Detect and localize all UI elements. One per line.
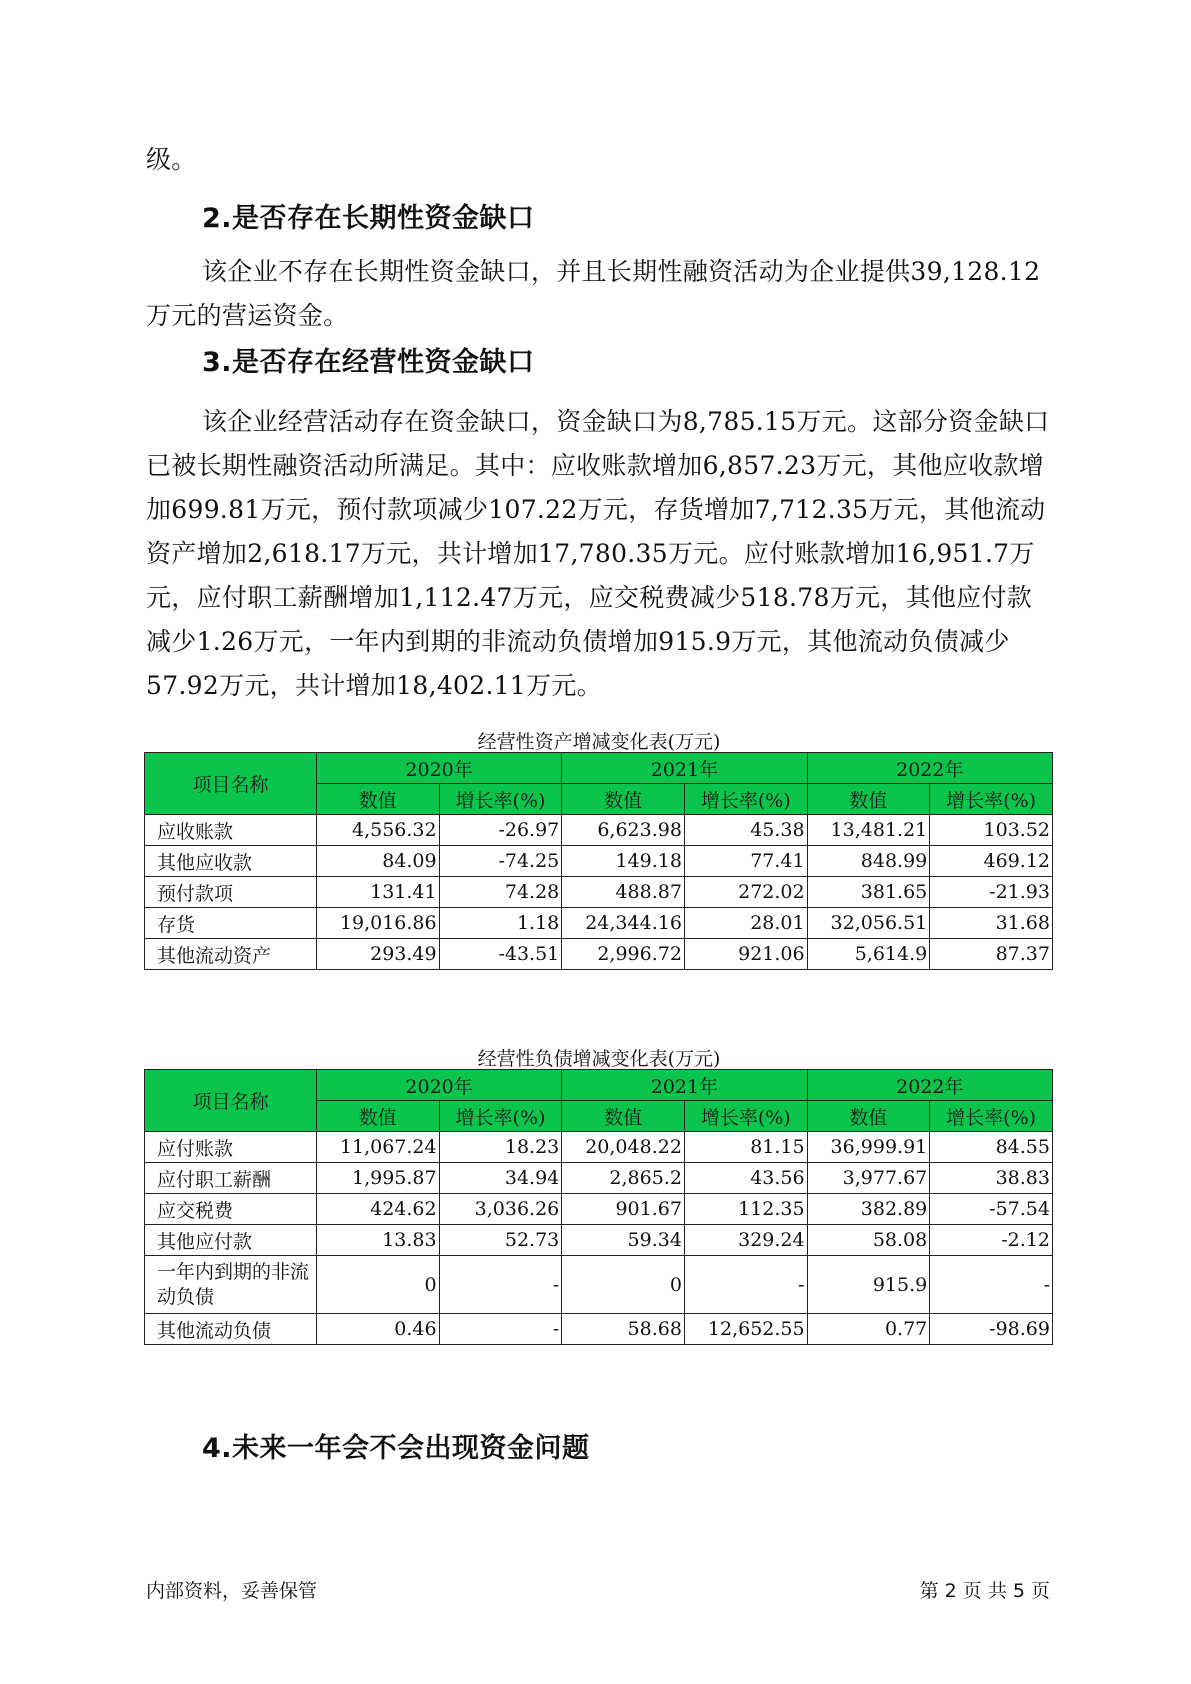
table-row: [145, 1314, 1053, 1345]
table-cell: 32,056.51: [807, 908, 930, 939]
table-cell: 0.46: [316, 1314, 439, 1345]
table-row: [145, 908, 1053, 939]
table-cell: 81.15: [684, 1132, 807, 1163]
row-label: 预付款项: [145, 877, 317, 908]
footer-confidential-note: 内部资料，妥善保管: [146, 1580, 318, 1602]
table-cell: 103.52: [930, 815, 1053, 846]
table-cell: 848.99: [807, 846, 930, 877]
table-cell: -: [439, 1314, 562, 1345]
table-cell: 11,067.24: [316, 1132, 439, 1163]
table-row: [145, 1225, 1053, 1256]
table-cell: 84.09: [316, 846, 439, 877]
table-cell: -57.54: [930, 1194, 1053, 1225]
table-cell: 87.37: [930, 939, 1053, 970]
table-cell: 112.35: [684, 1194, 807, 1225]
row-label: 应付职工薪酬: [145, 1163, 317, 1194]
table-header-row: [145, 1070, 1053, 1101]
table-cell: 59.34: [562, 1225, 685, 1256]
subheader-rate: 增长率(%): [930, 1101, 1053, 1132]
subheader-rate: 增长率(%): [930, 784, 1053, 815]
paragraph-continuation: 级。: [146, 145, 197, 174]
table-cell: 5,614.9: [807, 939, 930, 970]
subheader-rate: 增长率(%): [439, 1101, 562, 1132]
header-year-2022: 2022年: [807, 1070, 1052, 1101]
table-cell: 52.73: [439, 1225, 562, 1256]
table-cell: 0: [562, 1256, 685, 1314]
header-year-2020: 2020年: [316, 1070, 561, 1101]
row-label: 应交税费: [145, 1194, 317, 1225]
row-label: 其他流动资产: [145, 939, 317, 970]
table-cell: 2,996.72: [562, 939, 685, 970]
table-cell: 13.83: [316, 1225, 439, 1256]
table-cell: 74.28: [439, 877, 562, 908]
subheader-value: 数值: [316, 784, 439, 815]
table-cell: 0: [316, 1256, 439, 1314]
table-row: [145, 1132, 1053, 1163]
table-cell: -98.69: [930, 1314, 1053, 1345]
table-row: [145, 1256, 1053, 1314]
section-heading-3: 3.是否存在经营性资金缺口: [202, 347, 535, 378]
section-heading-2: 2.是否存在长期性资金缺口: [202, 203, 535, 234]
liabilities-table: [144, 1069, 1053, 1345]
table-cell: 31.68: [930, 908, 1053, 939]
table-cell: 18.23: [439, 1132, 562, 1163]
table-cell: 20,048.22: [562, 1132, 685, 1163]
table-cell: 28.01: [684, 908, 807, 939]
table-cell: -: [684, 1256, 807, 1314]
table-cell: 329.24: [684, 1225, 807, 1256]
subheader-rate: 增长率(%): [684, 1101, 807, 1132]
table-cell: -43.51: [439, 939, 562, 970]
table-cell: 36,999.91: [807, 1132, 930, 1163]
subheader-rate: 增长率(%): [684, 784, 807, 815]
subheader-value: 数值: [807, 784, 930, 815]
header-year-2021: 2021年: [562, 1070, 807, 1101]
header-item-name: 项目名称: [145, 1070, 317, 1132]
footer-page-number: 第 2 页 共 5 页: [919, 1580, 1050, 1602]
table-cell: 382.89: [807, 1194, 930, 1225]
row-label: 应收账款: [145, 815, 317, 846]
table-cell: 424.62: [316, 1194, 439, 1225]
table-cell: -21.93: [930, 877, 1053, 908]
subheader-value: 数值: [807, 1101, 930, 1132]
table-cell: 58.68: [562, 1314, 685, 1345]
table-cell: -: [439, 1256, 562, 1314]
subheader-rate: 增长率(%): [439, 784, 562, 815]
table-cell: 488.87: [562, 877, 685, 908]
table-cell: 4,556.32: [316, 815, 439, 846]
section-heading-4: 4.未来一年会不会出现资金问题: [202, 1433, 590, 1464]
header-year-2022: 2022年: [807, 753, 1052, 784]
subheader-value: 数值: [316, 1101, 439, 1132]
table-cell: 469.12: [930, 846, 1053, 877]
header-year-2021: 2021年: [562, 753, 807, 784]
table-row: [145, 939, 1053, 970]
table-cell: 131.41: [316, 877, 439, 908]
table-row: [145, 1194, 1053, 1225]
table-cell: 901.67: [562, 1194, 685, 1225]
table-cell: 272.02: [684, 877, 807, 908]
liabilities-table-caption: 经营性负债增减变化表(万元): [477, 1048, 721, 1070]
row-label: 一年内到期的非流动负债: [145, 1256, 317, 1314]
table-row: [145, 1163, 1053, 1194]
row-label: 应付账款: [145, 1132, 317, 1163]
table-row: [145, 877, 1053, 908]
table-cell: 84.55: [930, 1132, 1053, 1163]
row-label: 其他流动负债: [145, 1314, 317, 1345]
table-cell: 1.18: [439, 908, 562, 939]
table-cell: -2.12: [930, 1225, 1053, 1256]
table-cell: 43.56: [684, 1163, 807, 1194]
header-item-name: 项目名称: [145, 753, 317, 815]
paragraph-operating-gap: 该企业经营活动存在资金缺口，资金缺口为8,785.15万元。这部分资金缺口已被长期性融资活动所满足。其中：应收账款增加6,857.23万元，其他应收款增加699.81万元，预付款项减少107.22万元，存货增加7,712.35万元，其他流动资产增加2,618.17万元，共计增加17,780.35万元。应付账款增加16,951.7万元，应付职工薪酬增加1,112.47万元，应交税费减少518.78万元，其他应付款减少1.26万元，一年内到期的非流动负债增加915.9万元，其他流动负债减少57.92万元，共计增加18,402.11万元。: [146, 407, 1050, 700]
table-cell: 915.9: [807, 1256, 930, 1314]
table-cell: 3,977.67: [807, 1163, 930, 1194]
table-cell: 38.83: [930, 1163, 1053, 1194]
table-cell: 19,016.86: [316, 908, 439, 939]
table-cell: 77.41: [684, 846, 807, 877]
paragraph-long-term-gap: 该企业不存在长期性资金缺口，并且长期性融资活动为企业提供39,128.12万元的营运资金。: [146, 257, 1041, 330]
table-cell: 12,652.55: [684, 1314, 807, 1345]
header-year-2020: 2020年: [316, 753, 561, 784]
row-label: 其他应收款: [145, 846, 317, 877]
table-row: [145, 846, 1053, 877]
table-cell: 45.38: [684, 815, 807, 846]
assets-table: [144, 752, 1053, 970]
row-label: 存货: [145, 908, 317, 939]
table-cell: 381.65: [807, 877, 930, 908]
table-cell: 58.08: [807, 1225, 930, 1256]
assets-table-caption: 经营性资产增减变化表(万元): [477, 731, 721, 753]
subheader-value: 数值: [562, 784, 685, 815]
table-cell: 149.18: [562, 846, 685, 877]
table-header-row: [145, 753, 1053, 784]
row-label: 其他应付款: [145, 1225, 317, 1256]
table-cell: 0.77: [807, 1314, 930, 1345]
table-row: [145, 815, 1053, 846]
table-cell: 2,865.2: [562, 1163, 685, 1194]
subheader-value: 数值: [562, 1101, 685, 1132]
table-cell: 6,623.98: [562, 815, 685, 846]
table-cell: 1,995.87: [316, 1163, 439, 1194]
table-cell: 3,036.26: [439, 1194, 562, 1225]
table-cell: 921.06: [684, 939, 807, 970]
table-cell: 24,344.16: [562, 908, 685, 939]
table-cell: 34.94: [439, 1163, 562, 1194]
table-cell: -74.25: [439, 846, 562, 877]
table-cell: 13,481.21: [807, 815, 930, 846]
table-cell: -: [930, 1256, 1053, 1314]
table-cell: 293.49: [316, 939, 439, 970]
table-cell: -26.97: [439, 815, 562, 846]
